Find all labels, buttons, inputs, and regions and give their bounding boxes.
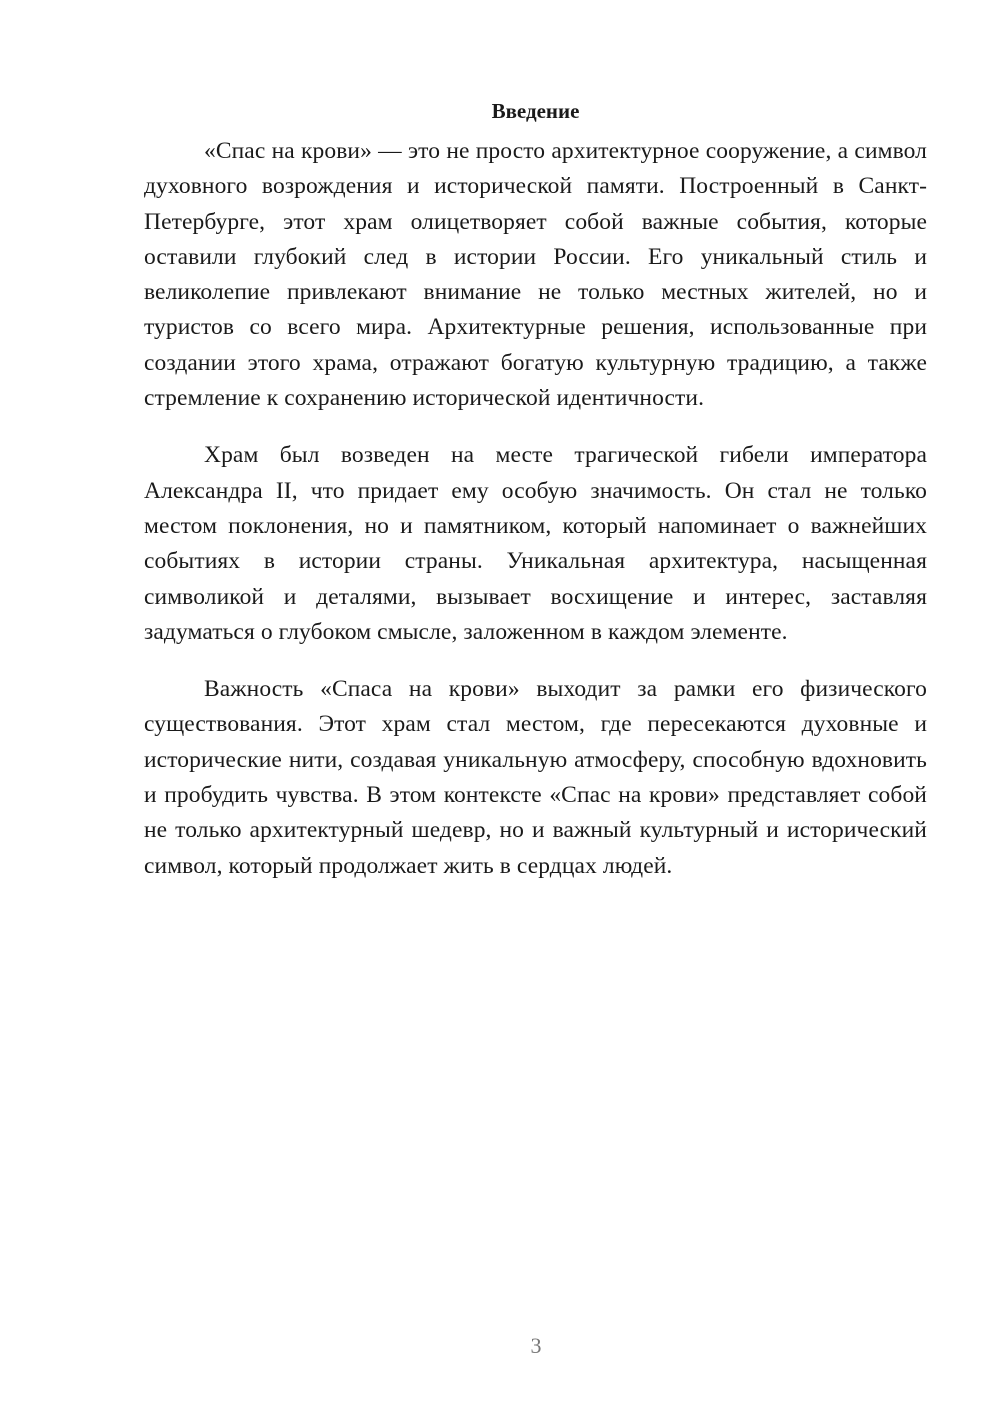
paragraph-1: «Спас на крови» — это не просто архитектурное сооружение, а символ духовного возрождения и исторической памяти. Построенный в Санкт-Петербурге, этот храм олицетворяет собой важные события, которые оставили глубокий след в истории России. Его уникальный стиль и великолепие привлекают внимание не только местных жителей, но и туристов со всего мира. Архитектурные решения, использованные при создании этого храма, отражают богатую культурную традицию, а также стремление к сохранению исторической идентичности. bbox=[144, 138, 927, 412]
section-heading: Введение bbox=[491, 99, 580, 123]
page-content bbox=[144, 96, 927, 906]
page-number: 3 bbox=[530, 1333, 542, 1358]
paragraph-3: Важность «Спаса на крови» выходит за рамки его физического существования. Этот храм стал местом, где пересекаются духовные и исторические нити, создавая уникальную атмосферу, способную вдохновить и пробудить чувства. В этом контексте «Спас на крови» представляет собой не только архитектурный шедевр, но и важный культурный и исторический символ, который продолжает жить в сердцах людей. bbox=[144, 676, 927, 879]
paragraph-2: Храм был возведен на месте трагической гибели императора Александра II, что придает ему особую значимость. Он стал не только местом поклонения, но и памятником, который напоминает о важнейших событиях в истории страны. Уникальная архитектура, насыщенная символикой и деталями, вызывает восхищение и интерес, заставляя задуматься о глубоком смысле, заложенном в каждом элементе. bbox=[144, 442, 927, 645]
